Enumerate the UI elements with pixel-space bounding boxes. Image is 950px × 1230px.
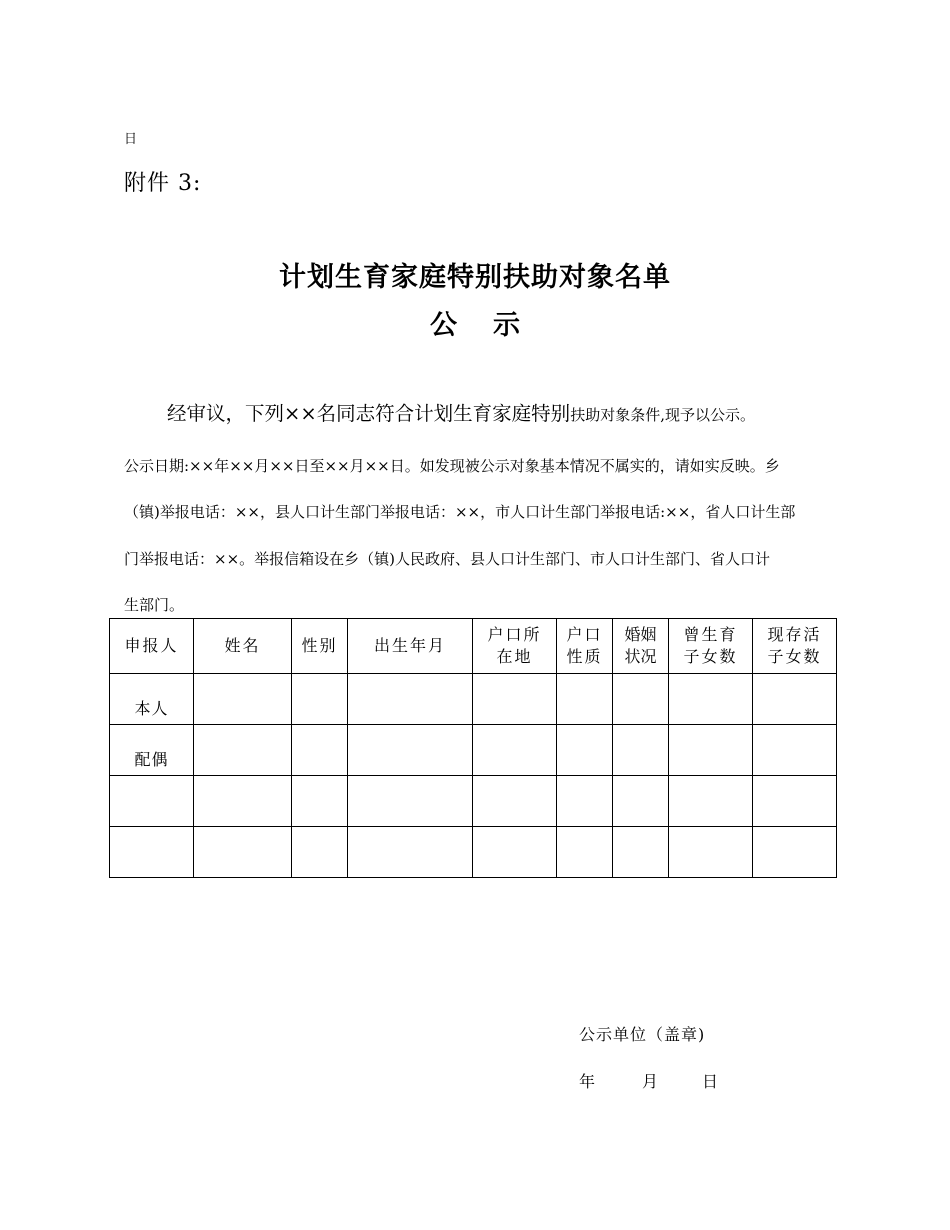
table-header-row (110, 619, 837, 674)
table-cell (473, 827, 557, 878)
body-paragraph-line-4: 门举报电话：××。举报信箱设在乡（镇)人民政府、县人口计生部门、市人口计生部门、省人口计 (124, 550, 770, 568)
document-subtitle: 公示 (430, 310, 556, 341)
table-cell (753, 827, 837, 878)
header-household-type (557, 619, 613, 674)
table-cell (194, 776, 292, 827)
table-cell (473, 725, 557, 776)
table-cell (557, 725, 613, 776)
table-cell (669, 674, 753, 725)
document-title: 计划生育家庭特别扶助对象名单 (279, 262, 671, 293)
table-row (110, 725, 837, 776)
header-household-location-line1: 户口所 (487, 625, 542, 645)
header-children-born-line1: 曾生育 (683, 625, 738, 645)
table-cell (292, 827, 348, 878)
header-household-location (473, 619, 557, 674)
table-cell (473, 776, 557, 827)
header-household-type-line1: 户口 (566, 625, 603, 645)
header-birth-date: 出生年月 (348, 619, 473, 674)
table-cell (753, 776, 837, 827)
table-cell (613, 674, 669, 725)
table-cell (613, 725, 669, 776)
table-cell (348, 674, 473, 725)
publisher-unit-seal: 公示单位（盖章) (579, 1025, 706, 1044)
table-cell (348, 725, 473, 776)
table-cell (557, 776, 613, 827)
table-cell (292, 725, 348, 776)
table-cell (194, 725, 292, 776)
body-paragraph-line-2: 公示日期:××年××月××日至××月××日。如发现被公示对象基本情况不属实的，请如实反映。乡 (124, 457, 780, 475)
row-label (110, 827, 194, 878)
recipient-table (109, 618, 837, 878)
header-marital-status-line1: 婚姻 (624, 625, 657, 645)
table-cell (669, 827, 753, 878)
table-cell (753, 674, 837, 725)
row-label-self: 本人 (110, 674, 194, 725)
table-cell (613, 776, 669, 827)
table-cell (473, 674, 557, 725)
body-intro-large: 经审议，下列××名同志符合计划生育家庭特别 (167, 402, 571, 425)
header-gender: 性别 (292, 619, 348, 674)
header-children-living (753, 619, 837, 674)
table-cell (669, 725, 753, 776)
date-day: 日 (702, 1072, 719, 1091)
table-row (110, 674, 837, 725)
page-top-mark: 日 (124, 132, 138, 147)
table-row (110, 827, 837, 878)
header-children-living-line1: 现存活 (767, 625, 822, 645)
date-month: 月 (642, 1072, 659, 1091)
header-children-living-line2: 子女数 (767, 647, 822, 666)
table-cell (348, 827, 473, 878)
body-paragraph-line-1 (124, 398, 755, 426)
header-marital-status (613, 619, 669, 674)
row-label (110, 776, 194, 827)
header-household-location-line2: 在地 (496, 647, 533, 666)
body-paragraph-line-3: （镇)举报电话：××，县人口计生部门举报电话：××，市人口计生部门举报电话:××，省人口计生部 (124, 503, 796, 521)
header-name: 姓名 (194, 619, 292, 674)
header-children-born-line2: 子女数 (683, 647, 738, 666)
table-cell (194, 674, 292, 725)
table-row (110, 776, 837, 827)
signature-date (579, 1069, 718, 1092)
date-year: 年 (579, 1072, 596, 1091)
table-cell (292, 674, 348, 725)
table-cell (613, 827, 669, 878)
table-cell (194, 827, 292, 878)
table-cell (669, 776, 753, 827)
header-applicant: 申报人 (110, 619, 194, 674)
table-cell (557, 827, 613, 878)
body-intro-small: 扶助对象条件,现予以公示。 (570, 406, 755, 424)
body-paragraph-line-5: 生部门。 (124, 596, 185, 614)
header-marital-status-line2: 状况 (624, 647, 657, 666)
header-household-type-line2: 性质 (566, 647, 603, 666)
table-cell (753, 725, 837, 776)
header-children-born (669, 619, 753, 674)
attachment-label: 附件 3: (124, 171, 202, 196)
row-label-spouse: 配偶 (110, 725, 194, 776)
table-cell (292, 776, 348, 827)
table-cell (348, 776, 473, 827)
table-cell (557, 674, 613, 725)
